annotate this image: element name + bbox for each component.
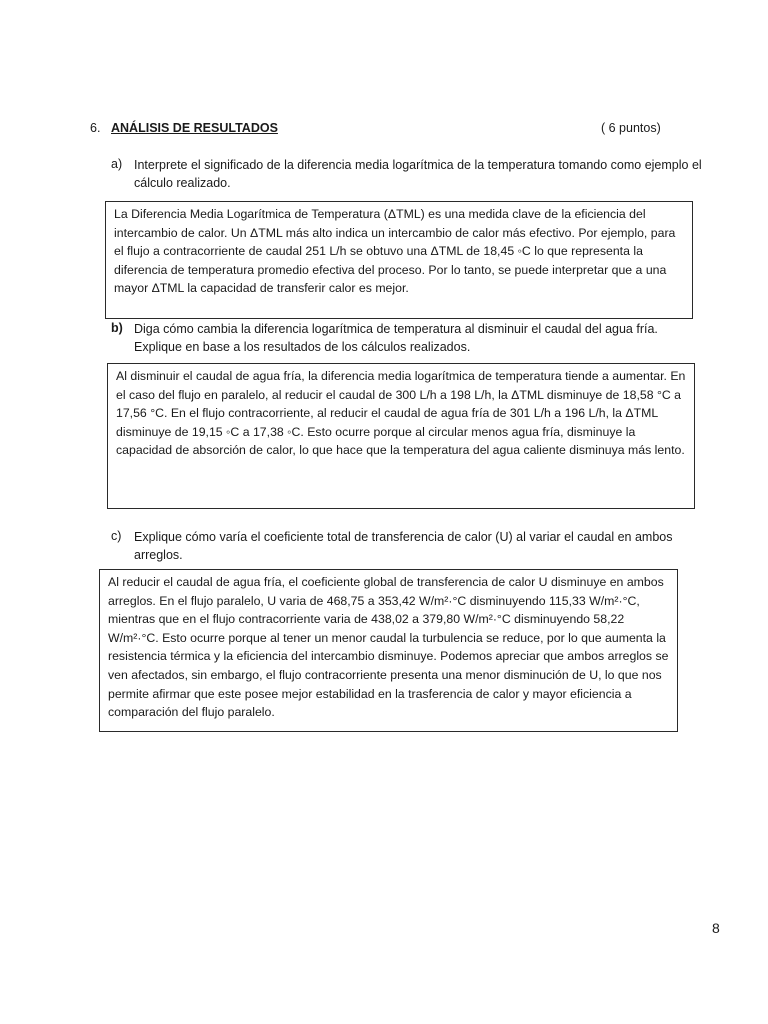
question-c-text: Explique cómo varía el coeficiente total de transferencia de calor (U) al variar el caudal en ambos arreglos.: [134, 530, 673, 562]
page-number: 8: [712, 920, 720, 936]
question-b-text: Diga cómo cambia la diferencia logarítmica de temperatura al disminuir el caudal del agua fría. Explique en base a los resultados de los cálculos realizados.: [134, 322, 658, 354]
answer-b-text: Al disminuir el caudal de agua fría, la diferencia media logarítmica de temperatura tiende a aumentar. En el caso del flujo en paralelo, al reducir el caudal de 300 L/h a 198 L/h, la ΔTML disminuye de 18,58 °C a 17,56 °C. En el flujo contracorriente, al reducir el caudal de agua fría de 301 L/h a 196 L/h, la ΔTML disminuye de 19,15 ◦C a 17,38 ◦C. Esto ocurre porque al circular menos agua fría, disminuye la capacidad de absorción de calor, lo que hace que la temperatura del agua caliente disminuya más lento.: [116, 369, 686, 458]
question-b-letter: b): [111, 321, 123, 335]
question-a-text: Interprete el significado de la diferencia media logarítmica de la temperatura tomando como ejemplo el cálculo realizado.: [134, 158, 702, 190]
answer-box-c: [99, 569, 678, 732]
question-a-letter: a): [111, 157, 123, 171]
section-title: ANÁLISIS DE RESULTADOS: [111, 121, 278, 135]
section-number: 6.: [90, 121, 101, 135]
answer-box-a: [105, 201, 693, 319]
section-points: ( 6 puntos): [601, 121, 661, 135]
answer-box-b: [107, 363, 695, 509]
answer-c-text: Al reducir el caudal de agua fría, el coeficiente global de transferencia de calor U disminuye en ambos arreglos. En el flujo paralelo, U varia de 468,75 a 353,42 W/m²·°C disminuyendo 115,33 W/m²·°C, mientras que en el flujo contracorriente varia de 438,02 a 379,80 W/m²·°C disminuyendo 58,22 W/m²·°C. Esto ocurre porque al tener un menor caudal la turbulencia se reduce, por lo que aumenta la resistencia térmica y la eficiencia del intercambio disminuye. Podemos apreciar que ambos arreglos se ven afectados, sin embargo, el flujo contracorriente presenta una menor disminución de U, lo que nos permite afirmar que este posee mejor estabilidad en la trasferencia de calor y mayor eficiencia a comparación del flujo paralelo.: [108, 575, 669, 720]
question-c-letter: c): [111, 529, 122, 543]
answer-a-text: La Diferencia Media Logarítmica de Temperatura (ΔTML) es una medida clave de la eficiencia del intercambio de calor. Un ΔTML más alto indica un intercambio de calor más efectivo. Por ejemplo, para el flujo a contracorriente de caudal 251 L/h se obtuvo una ΔTML de 18,45 ◦C lo que representa la diferencia de temperatura promedio efectiva del proceso. Por lo tanto, se puede interpretar que a una mayor ΔTML la capacidad de transferir calor es mejor.: [114, 207, 676, 296]
